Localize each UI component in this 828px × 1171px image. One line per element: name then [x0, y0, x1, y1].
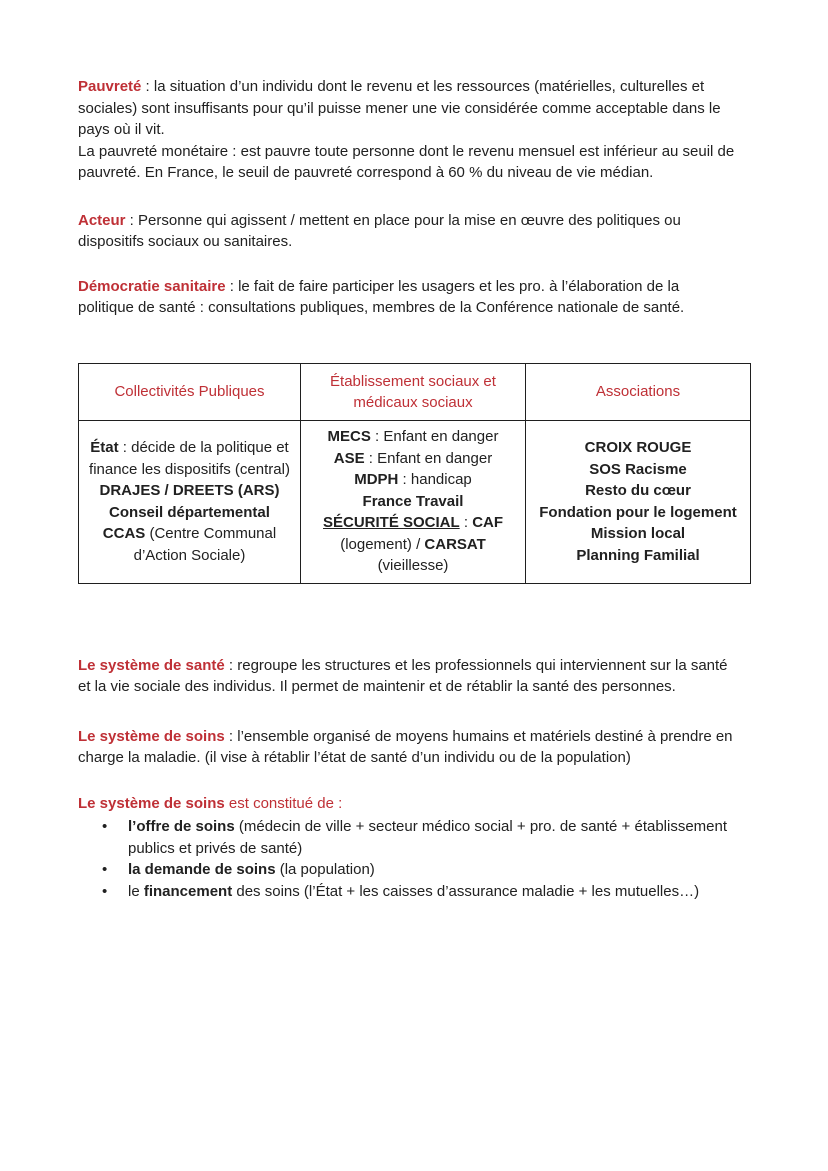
header-associations: Associations [526, 363, 751, 420]
bullet-icon: • [102, 882, 108, 900]
etat-definition: : décide de la politique et finance les dispositifs (central) [89, 439, 290, 478]
paragraph-democratie-sanitaire [78, 276, 738, 319]
actors-table [78, 363, 751, 584]
cell-associations [526, 420, 751, 583]
demande-definition: (la population) [275, 861, 375, 878]
carsat-definition: (vieillesse) [377, 557, 449, 575]
caf-definition: (logement) / [340, 535, 425, 553]
paragraph-acteur [78, 210, 738, 253]
term-demande-de-soins: la demande de soins [128, 861, 276, 878]
term-acteur: Acteur [78, 211, 126, 229]
term-conseil-departemental: Conseil départemental [109, 503, 270, 521]
mecs-definition: : Enfant en danger [370, 428, 499, 446]
term-systeme-soins: Le système de soins [78, 727, 225, 745]
paragraph-systeme-sante [78, 655, 738, 698]
term-mdph: MDPH [354, 471, 399, 489]
list-item-financement [78, 881, 750, 903]
table-header-row [79, 363, 751, 420]
acteur-definition: : Personne qui agissent / mettent en place pour la mise en œuvre des politiques ou dispositifs sociaux ou sanitaires. [78, 211, 681, 250]
securite-social-separator: : [459, 514, 473, 532]
term-carsat: CARSAT [424, 535, 486, 553]
ccas-definition: (Centre Communal d’Action Sociale) [133, 525, 277, 564]
systeme-soins-definition: : l’ensemble organisé de moyens humains et matériels destiné à prendre en charge la maladie. (il vise à rétablir l’état de santé d’un individu ou de la population) [78, 727, 733, 766]
header-collectivites-publiques: Collectivités Publiques [79, 363, 301, 420]
financement-definition: des soins (l’État + les caisses d’assurance maladie + les mutuelles…) [232, 882, 700, 900]
association-planning-familial: Planning Familial [576, 546, 700, 564]
association-sos-racisme: SOS Racisme [589, 460, 687, 478]
list-item-demande-de-soins [78, 859, 750, 881]
association-croix-rouge: CROIX ROUGE [584, 439, 692, 456]
term-caf: CAF [472, 514, 504, 532]
table-body-row [79, 420, 751, 583]
pauvrete-definition: : la situation d’un individu dont le revenu et les ressources (matérielles, culturelles et sociales) sont insuffisants pour qu’il puisse mener une vie considérée comme acceptable dans le pays où il vit. [78, 78, 721, 138]
soins-components-list [78, 816, 750, 902]
democratie-definition: : le fait de faire participer les usagers et les pro. à l’élaboration de la politique de santé : consultations publiques, membres de la Conférence nationale de santé. [78, 277, 685, 316]
header-etablissements-sociaux: Établissement sociaux et médicaux sociaux [301, 363, 526, 420]
cell-collectivites-publiques [79, 420, 301, 583]
association-resto-du-coeur: Resto du cœur [585, 482, 691, 499]
term-offre-de-soins: l’offre de soins [128, 818, 235, 835]
association-fondation-logement: Fondation pour le logement [539, 503, 737, 521]
systeme-sante-definition: : regroupe les structures et les professionnels qui interviennent sur la santé et la vie sociale des individus. Il permet de maintenir et de rétablir la santé des personnes. [78, 656, 728, 695]
term-mecs: MECS [327, 428, 371, 446]
offre-definition: (médecin de ville + secteur médico social + pro. de santé + établissement publics et privés de santé) [128, 818, 728, 857]
term-france-travail: France Travail [362, 492, 464, 510]
term-drajes-dreets: DRAJES / DREETS (ARS) [99, 482, 280, 499]
term-pauvrete: Pauvreté [78, 78, 142, 95]
bullet-icon: • [102, 861, 108, 878]
term-democratie-sanitaire: Démocratie sanitaire [78, 277, 226, 295]
financement-pre: le [128, 882, 144, 900]
term-ase: ASE [333, 449, 365, 467]
term-ccas: CCAS [102, 525, 146, 542]
list-item-offre-de-soins [78, 816, 750, 859]
term-securite-social: SÉCURITÉ SOCIAL [322, 514, 460, 532]
cell-etablissements-sociaux [301, 420, 526, 583]
term-etat: État [90, 439, 119, 456]
constitue-text: est constitué de : [224, 794, 343, 812]
ase-definition: : Enfant en danger [364, 449, 493, 467]
term-financement: financement [143, 882, 233, 900]
paragraph-soins-constitue [78, 793, 738, 815]
term-systeme-soins-constitue: Le système de soins [78, 794, 225, 812]
term-systeme-sante: Le système de santé [78, 656, 225, 674]
association-mission-local: Mission local [590, 525, 686, 542]
paragraph-pauvrete [78, 76, 738, 184]
paragraph-systeme-soins [78, 726, 738, 769]
bullet-icon: • [102, 818, 108, 835]
pauvrete-monetaire-text: La pauvreté monétaire : est pauvre toute personne dont le revenu mensuel est inférieur au seuil de pauvreté. En France, le seuil de pauvreté correspond à 60 % du niveau de vie médian. [78, 142, 735, 181]
mdph-definition: : handicap [398, 471, 472, 489]
